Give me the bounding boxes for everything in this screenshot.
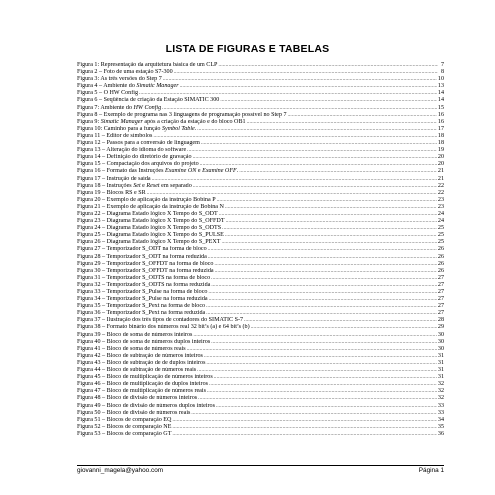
toc-entry-page: 32 [437, 388, 444, 395]
toc-entry[interactable] [77, 403, 444, 410]
toc-entry-page: 23 [437, 196, 444, 203]
dot-leader [207, 388, 437, 395]
toc-entry-page: 33 [437, 409, 444, 416]
toc-entry[interactable] [77, 303, 444, 310]
toc-entry-page: 34 [437, 416, 444, 423]
toc-entry-title: Figura 33 – Temporizador S_Pulse na forma de bloco [77, 289, 208, 295]
toc-entry-page: 32 [437, 395, 444, 402]
toc-entry[interactable] [77, 424, 444, 431]
dot-leader [139, 90, 437, 97]
dot-leader [153, 133, 436, 140]
toc-entry-page: 24 [437, 210, 444, 217]
toc-entry-page: 22 [437, 189, 444, 196]
toc-entry-title: Figura 50 – Bloco de divisão de números reais [77, 409, 191, 416]
toc-entry-page: 18 [437, 140, 444, 147]
dot-leader [152, 176, 437, 183]
toc-entry-title: Figura 38 – Formato binário dos números real 32 bit’s (a) e 64 bit’s (b) [77, 324, 250, 331]
toc-entry-title: Figura 36 – Temporizador S_Pext na forma reduzida [77, 310, 206, 317]
toc-entry-title: Figura 46 – Bloco de multiplicação de duplos inteiros [77, 381, 208, 388]
dot-leader [211, 339, 437, 346]
dot-leader [187, 147, 437, 154]
dot-leader [172, 431, 436, 438]
toc-entry[interactable] [77, 154, 444, 161]
toc-entry[interactable] [77, 197, 444, 204]
dot-leader [174, 69, 438, 76]
footer-divider [77, 465, 444, 466]
dot-leader [206, 360, 436, 367]
toc-entry-title: Figura 51 – Blocos de comparação EQ [77, 416, 172, 423]
dot-leader [198, 395, 437, 402]
toc-entry[interactable] [77, 147, 444, 154]
toc-entry-page: 18 [437, 132, 444, 139]
dot-leader [172, 417, 436, 424]
toc-entry-title: Figura 5 – O HW Config [77, 90, 138, 97]
toc-entry-title: Figura 45 – Bloco de multiplicação de números inteiros [77, 374, 213, 381]
toc-entry-page: 33 [437, 402, 444, 409]
toc-entry-title: Figura 52 – Blocos de comparação NE [77, 423, 172, 430]
toc-entry[interactable] [77, 374, 444, 381]
toc-entry-title: Figura 20 – Exemplo de aplicação da instrução Bobina P [77, 196, 216, 203]
toc-entry[interactable] [77, 254, 444, 261]
toc-entry-page: 14 [437, 97, 444, 104]
toc-entry-page: 27 [437, 310, 444, 317]
dot-leader [288, 112, 437, 119]
toc-entry-page: 31 [437, 359, 444, 366]
toc-entry[interactable] [77, 133, 444, 140]
toc-entry-title: Figura 34 – Temporizador S_Pulse na forma reduzida [77, 296, 208, 303]
toc-entry-page: 24 [437, 218, 444, 225]
toc-entry[interactable] [77, 225, 444, 232]
dot-leader [172, 424, 436, 431]
toc-entry[interactable] [77, 211, 444, 218]
toc-entry-title: Figura 30 – Temporizador S_OFFDT na forma reduzida [77, 267, 214, 274]
toc-entry-page: 23 [437, 203, 444, 210]
toc-entry-page: 21 [437, 168, 444, 175]
dot-leader [219, 211, 437, 218]
toc-entry[interactable] [77, 332, 444, 339]
toc-entry-page: 20 [437, 161, 444, 168]
dot-leader [187, 346, 437, 353]
toc-entry[interactable] [77, 140, 444, 147]
toc-entry-page: 26 [437, 253, 444, 260]
toc-entry-title: Figura 40 – Bloco de soma de números duplos inteiros [77, 338, 211, 345]
toc-entry[interactable] [77, 417, 444, 424]
toc-entry[interactable] [77, 76, 444, 83]
dot-leader [244, 317, 437, 324]
toc-entry-title: Figura 26 – Diagrama Estado lógico X Tempo do S_PEXT [77, 239, 221, 246]
dot-leader [217, 197, 437, 204]
footer-page-number: Página 1 [418, 467, 444, 474]
toc-entry-page: 17 [437, 125, 444, 132]
toc-entry[interactable] [77, 381, 444, 388]
toc-entry-page: 7 [440, 62, 444, 68]
toc-entry-page: 21 [437, 175, 444, 182]
dot-leader [214, 374, 437, 381]
toc-entry[interactable] [77, 310, 444, 317]
dot-leader [209, 296, 437, 303]
toc-entry-title: Figura 14 – Definição do diretório de gravação [77, 154, 192, 161]
toc-entry[interactable] [77, 83, 444, 90]
toc-entry[interactable] [77, 388, 444, 395]
dot-leader [191, 410, 437, 417]
toc-entry-title: Figura 19 – Blocos RS e SR [77, 189, 146, 196]
toc-entry[interactable] [77, 69, 444, 76]
dot-leader [208, 289, 436, 296]
dot-leader [180, 83, 437, 90]
toc-entry-page: 27 [437, 281, 444, 288]
toc-entry-title: Figura 22 – Diagrama Estado lógico X Tempo do S_ODT [77, 210, 218, 217]
toc-entry-page: 15 [437, 104, 444, 111]
toc-entry[interactable] [77, 246, 444, 253]
toc-entry[interactable] [77, 112, 444, 119]
toc-entry-page: 30 [437, 338, 444, 345]
dot-leader [201, 140, 437, 147]
toc-entry[interactable] [77, 317, 444, 324]
toc-entry-page: 13 [437, 83, 444, 90]
dot-leader [251, 324, 437, 331]
toc-entry-title: Figura 31 – Temporizador S_ODTS na forma de bloco [77, 274, 211, 281]
dot-leader [208, 254, 437, 261]
toc-entry-title: Figura 37 – Ilustração dos três tipos de contadores do SIMATIC S-7 [77, 317, 244, 324]
dot-leader [204, 353, 437, 360]
toc-entry-page: 28 [437, 317, 444, 324]
toc-entry-title: Figura 32 – Temporizador S_ODTS na forma reduzida [77, 281, 211, 288]
toc-entry[interactable] [77, 232, 444, 239]
toc-entry-title: Figura 13 – Alteração do idioma do software [77, 147, 187, 154]
dot-leader [193, 154, 437, 161]
dot-leader [239, 168, 437, 175]
toc-entry-title: Figura 28 – Temporizador S_ODT na forma reduzida [77, 253, 207, 260]
toc-entry-title: Figura 24 – Diagrama Estado lógico X Tempo do S_ODTS [77, 225, 222, 232]
dot-leader [222, 225, 437, 232]
toc-entry-page: 27 [437, 296, 444, 303]
toc-entry[interactable] [77, 275, 444, 282]
toc-entry-page: 26 [437, 267, 444, 274]
toc-entry[interactable] [77, 346, 444, 353]
toc-entry-page: 27 [437, 289, 444, 295]
dot-leader [214, 261, 436, 268]
dot-leader [206, 310, 437, 317]
toc-entry-title: Figura 8 – Exemplo de programa nas 3 linguagens de programação possível no Step 7 [77, 111, 287, 118]
page-title: LISTA DE FIGURAS E TABELAS [165, 43, 330, 55]
toc-entry-title: Figura 41 – Bloco de soma de números reais [77, 345, 186, 352]
dot-leader [211, 275, 437, 282]
toc-entry[interactable] [77, 431, 444, 438]
toc-entry-title: Figura 23 – Diagrama Estado lógico X Tempo do S_OFFDT [77, 218, 225, 225]
toc-entry-title: Figura 44 – Bloco de subtração de números reais [77, 367, 197, 374]
toc-entry-page: 27 [437, 303, 444, 310]
toc-entry-title: Figura 2 – Foto de uma estação S7-300 [77, 69, 173, 76]
toc-entry-title: Figura 4 – Ambiente do Simatic Manager [77, 83, 179, 90]
toc-entry-title: Figura 21 – Exemplo de aplicação da instrução de Bobina N [77, 203, 224, 210]
dot-leader [209, 381, 437, 388]
dot-leader [225, 232, 437, 239]
dot-leader [200, 161, 437, 168]
toc-entry[interactable] [77, 410, 444, 417]
toc-entry-title: Figura 48 – Bloco de divisão de números inteiros [77, 395, 198, 402]
toc-entry[interactable] [77, 204, 444, 211]
toc-entry-title: Figura 3: As três versões do Step 7 [77, 76, 162, 83]
toc-entry-page: 14 [437, 90, 444, 97]
toc-entry-title: Figura 15 – Compactação dos arquivos do projeto [77, 161, 199, 168]
toc-entry[interactable] [77, 360, 444, 367]
toc-entry-title: Figura 18 – Instruções Set e Reset em separado [77, 182, 192, 189]
toc-entry-title: Figura 12 – Passos para a conversão de linguagem [77, 140, 200, 147]
toc-entry-page: 30 [437, 345, 444, 352]
toc-entry-page: 16 [437, 111, 444, 118]
dot-leader [226, 218, 437, 225]
dot-leader [222, 239, 437, 246]
dot-leader [163, 76, 437, 83]
dot-leader [216, 403, 437, 410]
toc-entry-title: Figura 16 – Formato das Instruções Examine ON e Examine OFF. [77, 168, 239, 175]
toc-entry-title: Figura 9: Simatic Manager após a criação da estação e do bloco OB1 [77, 118, 246, 125]
dot-leader [147, 190, 437, 197]
toc-entry[interactable] [77, 176, 444, 183]
toc-entry-page: 32 [437, 381, 444, 388]
toc-entry[interactable] [77, 126, 444, 133]
toc-entry[interactable] [77, 90, 444, 97]
dot-leader [197, 126, 437, 133]
dot-leader [193, 332, 436, 339]
toc-entry-title: Figura 53 – Blocos de comparação GT [77, 430, 172, 437]
toc-entry-title: Figura 11 – Editor de símbolos [77, 132, 153, 139]
toc-entry-page: 8 [440, 69, 444, 76]
toc-entry-title: Figura 25 – Diagrama Estado lógico X Tempo do S_PULSE [77, 232, 224, 239]
toc-entry-title: Figura 49 – Bloco de divisão de números duplos inteiros [77, 402, 215, 409]
dot-leader [206, 303, 437, 310]
toc-entry-page: 29 [437, 324, 444, 331]
toc-entry[interactable] [77, 183, 444, 190]
toc-entry-page: 26 [437, 260, 444, 267]
toc-entry-page: 19 [437, 147, 444, 154]
toc-entry-page: 25 [437, 232, 444, 239]
toc-entry-title: Figura 1: Representação da arquitetura básica de um CLP [77, 62, 218, 68]
toc-entry-page: 30 [437, 331, 444, 338]
toc-entry[interactable] [77, 97, 444, 104]
footer-email: giovanni_magela@yahoo.com [77, 467, 164, 474]
toc-entry-page: 31 [437, 374, 444, 381]
dot-leader [218, 62, 438, 69]
toc-entry-page: 22 [437, 182, 444, 189]
toc-entry-title: Figura 10: Caminho para a função Symbol Table. [77, 125, 197, 132]
dot-leader [162, 105, 437, 112]
toc-entry-page: 27 [437, 274, 444, 281]
toc-entry-title: Figura 7: Ambiente do HW Config [77, 104, 162, 111]
toc-entry-title: Figura 43 – Bloco de subtração de de duplos inteiros [77, 359, 206, 366]
dot-leader [211, 282, 437, 289]
toc-entry-title: Figura 35 – Temporizador S_Pext na forma de bloco [77, 303, 206, 310]
toc-entry[interactable] [77, 261, 444, 268]
toc-entry[interactable] [77, 339, 444, 346]
toc-entry[interactable] [77, 367, 444, 374]
toc-entry-title: Figura 27 – Temporizador S_ODT na forma de bloco [77, 246, 207, 253]
toc-entry-title: Figura 47 – Bloco de multiplicação de números reais [77, 388, 206, 395]
toc-entry-title: Figura 39 – Bloco de soma de números inteiros [77, 331, 193, 338]
toc-entry[interactable] [77, 105, 444, 112]
toc-entry-page: 10 [437, 76, 444, 83]
list-of-figures [77, 62, 444, 438]
toc-entry-page: 36 [437, 430, 444, 437]
toc-entry-title: Figura 29 – Temporizador S_OFFDT na forma de bloco [77, 260, 214, 267]
dot-leader [247, 119, 437, 126]
toc-entry[interactable] [77, 282, 444, 289]
dot-leader [197, 367, 437, 374]
dot-leader [220, 97, 437, 104]
toc-entry-title: Figura 17 – Instrução de saída [77, 175, 151, 182]
toc-entry[interactable] [77, 161, 444, 168]
toc-entry[interactable] [77, 168, 444, 175]
toc-entry[interactable] [77, 296, 444, 303]
toc-entry[interactable] [77, 353, 444, 360]
toc-entry-title: Figura 6 – Seqüência de criação da Estação SIMATIC 300 [77, 97, 220, 104]
toc-entry[interactable] [77, 395, 444, 402]
toc-entry-title: Figura 42 – Bloco de subtração de números inteiros [77, 352, 203, 359]
toc-entry[interactable] [77, 119, 444, 126]
toc-entry-page: 26 [437, 246, 444, 253]
dot-leader [208, 246, 437, 253]
toc-entry[interactable] [77, 239, 444, 246]
toc-entry-page: 20 [437, 154, 444, 161]
dot-leader [215, 268, 437, 275]
toc-entry-page: 35 [437, 423, 444, 430]
toc-entry-page: 25 [437, 239, 444, 246]
toc-entry[interactable] [77, 268, 444, 275]
toc-entry-page: 31 [437, 367, 444, 374]
toc-entry[interactable] [77, 218, 444, 225]
toc-entry[interactable] [77, 190, 444, 197]
toc-entry-page: 25 [437, 225, 444, 232]
toc-entry[interactable] [77, 289, 444, 296]
dot-leader [193, 183, 437, 190]
dot-leader [225, 204, 437, 211]
toc-entry[interactable] [77, 62, 444, 69]
toc-entry[interactable] [77, 324, 444, 331]
toc-entry-page: 31 [437, 352, 444, 359]
toc-entry-page: 16 [437, 118, 444, 125]
